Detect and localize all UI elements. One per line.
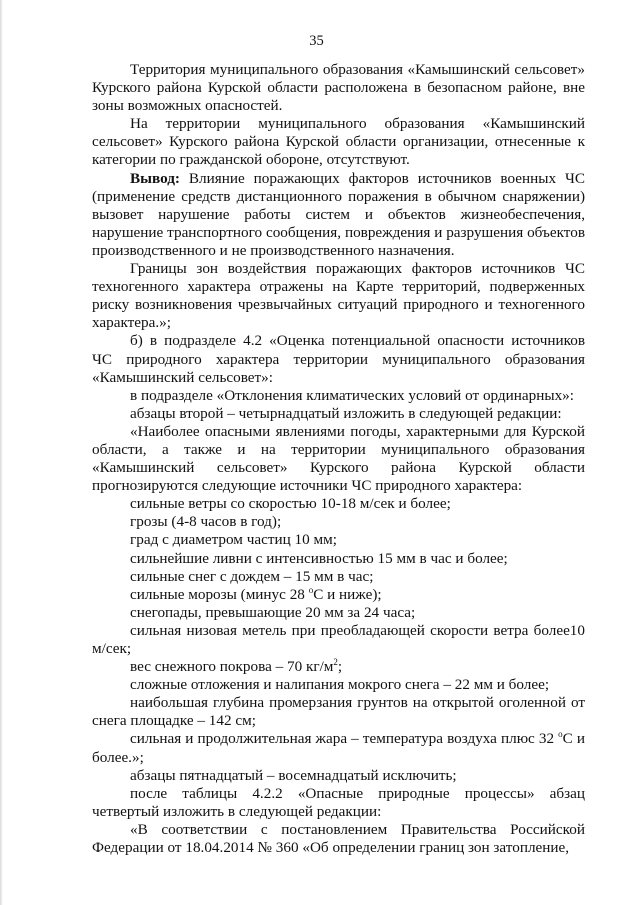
list-item: грозы (4-8 часов в год); [130, 513, 282, 531]
degree-sign: о [308, 584, 314, 595]
scan-edge-shadow [0, 0, 3, 905]
page-number: 35 [309, 33, 324, 49]
paragraph: после таблицы 4.2.2 «Опасные природные процессы» абзац четвертый изложить в следующей редакции: [92, 784, 585, 820]
list-item: наибольшая глубина промерзания грунтов на открытой оголенной от снега площадке – 142 см; [92, 694, 585, 730]
paragraph: в подразделе «Отклонения климатических условий от ординарных»: [130, 386, 574, 404]
paragraph: абзацы второй – четырнадцатый изложить в следующей редакции: [130, 404, 562, 422]
list-item-text: сильные морозы (минус 28 [130, 585, 309, 603]
degree-sign: о [558, 729, 563, 740]
list-item: снегопады, превышающие 20 мм за 24 часа; [130, 603, 416, 621]
list-item: сильные ветры со скоростью 10-18 м/сек и более; [130, 495, 451, 513]
document-body [92, 61, 585, 857]
list-item: сложные отложения и налипания мокрого снега – 22 мм и более; [130, 676, 550, 694]
list-item-text: С и более.»; [92, 730, 585, 766]
list-item-text: вес снежного покрова – 70 кг/м [130, 658, 334, 676]
list-item-text: ; [337, 658, 343, 676]
conclusion-label: Вывод: [130, 169, 180, 187]
superscript: 2 [333, 657, 338, 668]
paragraph: Границы зон воздействия поражающих факторов источников ЧС техногенного характера отражены на Карте территорий, подверженных риску возникновения чрезвычайных ситуаций природного и техногенного характера.»; [92, 260, 585, 332]
paragraph: абзацы пятнадцатый – восемнадцатый исключить; [130, 766, 457, 784]
list-item [92, 658, 585, 676]
paragraph: Территория муниципального образования «Камышинский сельсовет» Курского района Курской области расположена в безопасном районе, вне зоны возможных опасностей. [92, 61, 585, 115]
list-item-text: сильная и продолжительная жара – температура воздуха плюс 32 [130, 730, 559, 748]
list-item: сильные снег с дождем – 15 мм в час; [130, 567, 374, 585]
list-item: сильнейшие ливни с интенсивностью 15 мм в час и более; [130, 549, 508, 567]
paragraph: б) в подразделе 4.2 «Оценка потенциальной опасности источников ЧС природного характера территории муниципального образования «Камышинский сельсовет»: [92, 332, 585, 386]
paragraph: «В соответствии с постановлением Правительства Российской Федерации от 18.04.2014 № 360 «Об определении границ зон затопление, [92, 820, 585, 857]
list-item-text: С и ниже); [313, 585, 382, 603]
list-item: сильная низовая метель при преобладающей скорости ветра более10 м/сек; [92, 621, 585, 657]
conclusion-text: Влияние поражающих факторов источников военных ЧС (применение средств дистанционного поражения в обычном снаряжении) вызовет нарушение работы систем и объектов жизнеобеспечения, нарушение транспортного сообщения, повреждения и разрушения объектов производственного и не производственного назначения. [92, 169, 585, 259]
list-item [92, 730, 585, 766]
paragraph: «Наиболее опасными явлениями погоды, характерными для Курской области, а также и на территории муниципального образования «Камышинский сельсовет» Курского района Курской области прогнозируются следующие источники ЧС природного характера: [92, 422, 585, 495]
paragraph: На территории муниципального образования «Камышинский сельсовет» Курского района Курской области организации, отнесенные к категории по гражданской обороне, отсутствуют. [92, 115, 585, 169]
paragraph-conclusion [92, 170, 585, 260]
list-item: град с диаметром частиц 10 мм; [130, 531, 337, 549]
list-item [92, 586, 585, 604]
